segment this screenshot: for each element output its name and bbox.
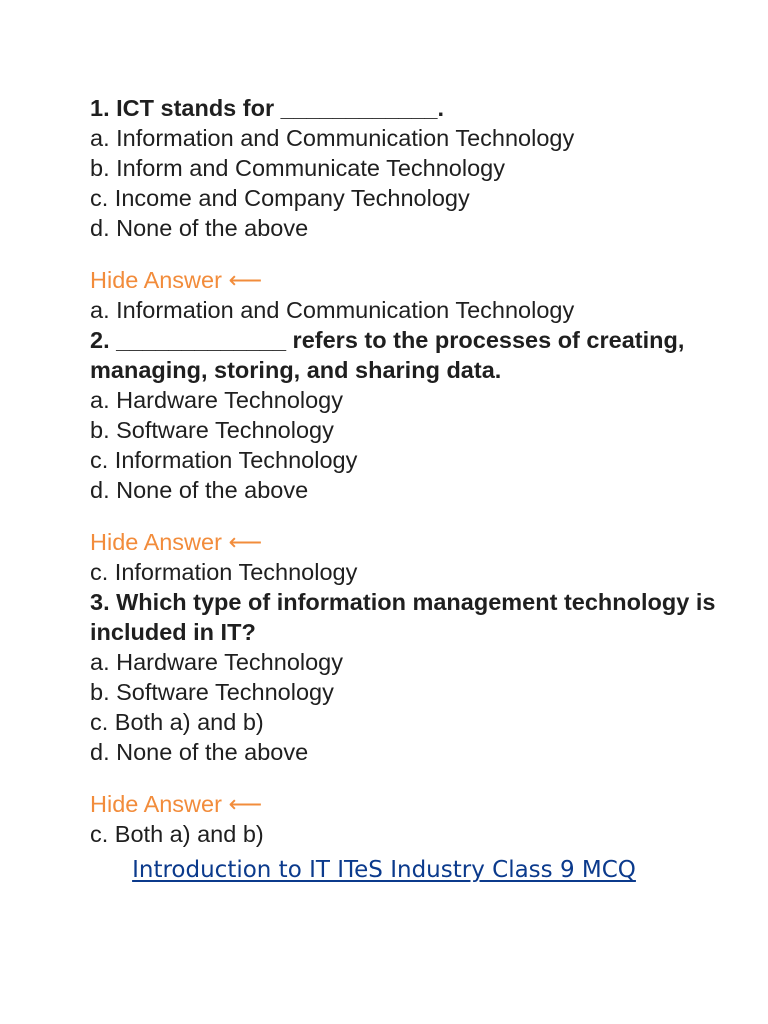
hide-answer-toggle[interactable]: Hide Answer ⟵ <box>90 529 263 555</box>
spacer <box>90 243 750 265</box>
option-d: d. None of the above <box>90 477 309 503</box>
answer-text: c. Both a) and b) <box>90 821 264 847</box>
answer-text: a. Information and Communication Technology <box>90 297 575 323</box>
spacer <box>90 505 750 527</box>
option-b: b. Software Technology <box>90 417 334 443</box>
option-a: a. Hardware Technology <box>90 649 343 675</box>
option-c: c. Information Technology <box>90 447 358 473</box>
question-block-1 <box>90 93 750 325</box>
question-block-3 <box>90 587 750 849</box>
option-b: b. Software Technology <box>90 679 334 705</box>
hide-answer-toggle[interactable]: Hide Answer ⟵ <box>90 791 263 817</box>
question-text: 3. Which type of information management technology is included in IT? <box>90 589 716 645</box>
question-block-2 <box>90 325 750 587</box>
option-c: c. Income and Company Technology <box>90 185 470 211</box>
mcq-content <box>90 93 750 849</box>
option-c: c. Both a) and b) <box>90 709 264 735</box>
related-article-link[interactable]: Introduction to IT ITeS Industry Class 9 MCQ <box>132 857 636 883</box>
option-b: b. Inform and Communicate Technology <box>90 155 505 181</box>
option-d: d. None of the above <box>90 739 309 765</box>
option-a: a. Hardware Technology <box>90 387 343 413</box>
hide-answer-toggle[interactable]: Hide Answer ⟵ <box>90 267 263 293</box>
spacer <box>90 767 750 789</box>
option-d: d. None of the above <box>90 215 309 241</box>
option-a: a. Information and Communication Technology <box>90 125 575 151</box>
question-text: 1. ICT stands for ____________. <box>90 95 445 121</box>
question-text: 2. _____________ refers to the processes of creating, managing, storing, and sharing data. <box>90 327 685 383</box>
answer-text: c. Information Technology <box>90 559 358 585</box>
